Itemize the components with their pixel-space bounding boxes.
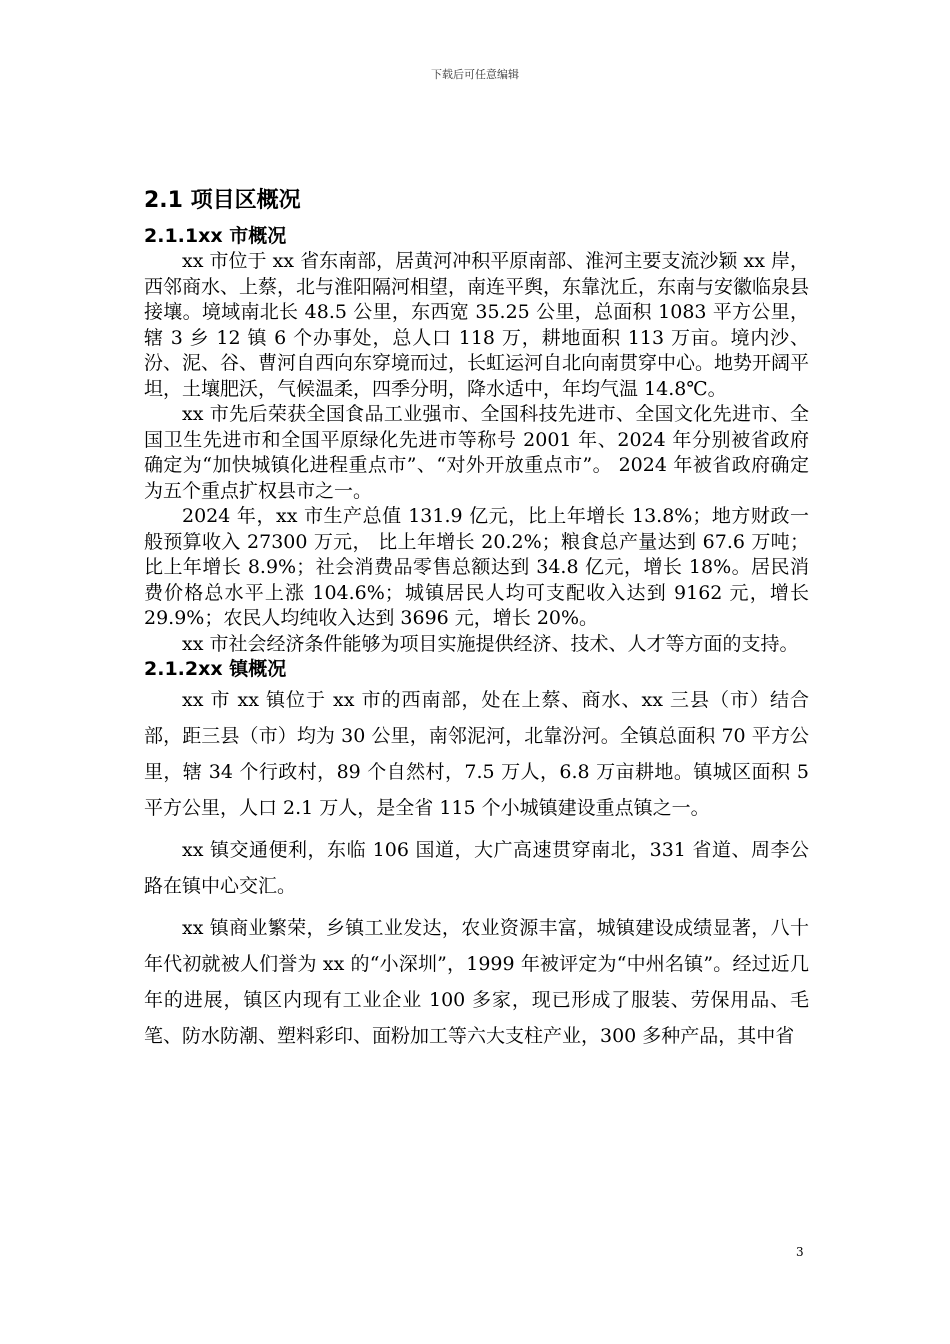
section-title: 2.1 项目区概况 [144, 188, 301, 213]
subsection-title-city: 2.1.1xx 市概况 [144, 225, 287, 247]
paragraph: xx 市位于 xx 省东南部，居黄河冲积平原南部、淮河主要支流沙颖 xx 岸，西邻商水、上蔡，北与淮阳隔河相望，南连平舆，东靠沈丘，东南与安徽临泉县接壤。境域南北长 48.5 公里，东西宽 35.25 公里，总面积 1083 平方公里，辖 3 乡 12 镇 6 个办事处，总人口 118 万，耕地面积 113 万亩。境内沙、汾、泥、谷、曹河自西向东穿境而过，长虹运河自北向南贯穿中心。地势开阔平坦，土壤肥沃，气候温柔，四季分明，降水适中，年均气温 14.8℃。 [144, 250, 810, 400]
subsection-title-town: 2.1.2xx 镇概况 [144, 658, 287, 680]
paragraph: xx 市社会经济条件能够为项目实施提供经济、技术、人才等方面的支持。 [182, 632, 799, 655]
paragraph: xx 镇交通便利，东临 106 国道，大广高速贯穿南北，331 省道、周李公路在镇中心交汇。 [144, 839, 809, 897]
paragraph: xx 镇商业繁荣，乡镇工业发达，农业资源丰富，城镇建设成绩显著，八十年代初就被人们誉为 xx 的“小深圳”，1999 年被评定为“中州名镇”。经过近几年的进展，镇区内现有工业企业 100 多家，现已形成了服装、劳保用品、毛笔、防水防潮、塑料彩印、面粉加工等六大支柱产业，300 多种产品，其中省 [144, 917, 809, 1047]
page-number: 3 [796, 1245, 804, 1259]
document-body [144, 184, 809, 1060]
paragraph: xx 市先后荣获全国食品工业强市、全国科技先进市、全国文化先进市、全国卫生先进市和全国平原绿化先进市等称号 2001 年、2024 年分别被省政府确定为“加快城镇化进程重点市”、“对外开放重点市”。 2024 年被省政府确定为五个重点扩权县市之一。 [144, 403, 809, 502]
paragraph: xx 市 xx 镇位于 xx 市的西南部，处在上蔡、商水、xx 三县（市）结合部，距三县（市）均为 30 公里，南邻泥河，北靠汾河。全镇总面积 70 平方公里，辖 34 个行政村，89 个自然村，7.5 万人，6.8 万亩耕地。镇城区面积 5 平方公里，人口 2.1 万人，是全省 115 个小城镇建设重点镇之一。 [144, 689, 809, 819]
paragraph: 2024 年，xx 市生产总值 131.9 亿元，比上年增长 13.8%；地方财政一般预算收入 27300 万元， 比上年增长 20.2%；粮食总产量达到 67.6 万吨；比上年增长 8.9%；社会消费品零售总额达到 34.8 亿元，增长 18%。居民消费价格总水平上涨 104.6%；城镇居民人均可支配收入达到 9162 元，增长 29.9%；农民人均纯收入达到 3696 元，增长 20%。 [144, 505, 809, 629]
page-header: 下载后可任意编辑 [431, 68, 519, 81]
